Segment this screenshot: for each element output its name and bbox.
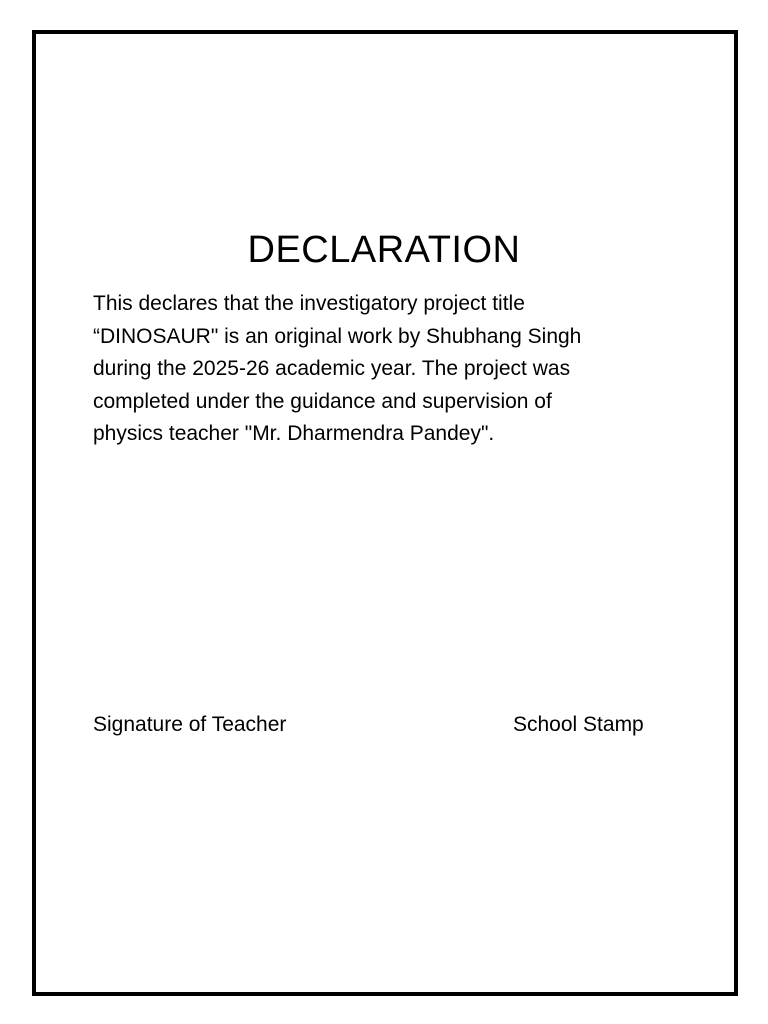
page-border [32,30,738,996]
page-title: DECLARATION [247,229,521,271]
declaration-line: physics teacher "Mr. Dharmendra Pandey". [93,422,495,445]
declaration-line: during the 2025-26 academic year. The project was [93,357,571,380]
declaration-body [93,288,653,451]
school-stamp-label: School Stamp [513,713,644,736]
teacher-signature-label: Signature of Teacher [93,713,287,736]
declaration-line: “DINOSAUR" is an original work by Shubhang Singh [93,324,582,348]
declaration-line: completed under the guidance and supervision of [93,389,552,413]
declaration-line: This declares that the investigatory project title [93,292,525,315]
